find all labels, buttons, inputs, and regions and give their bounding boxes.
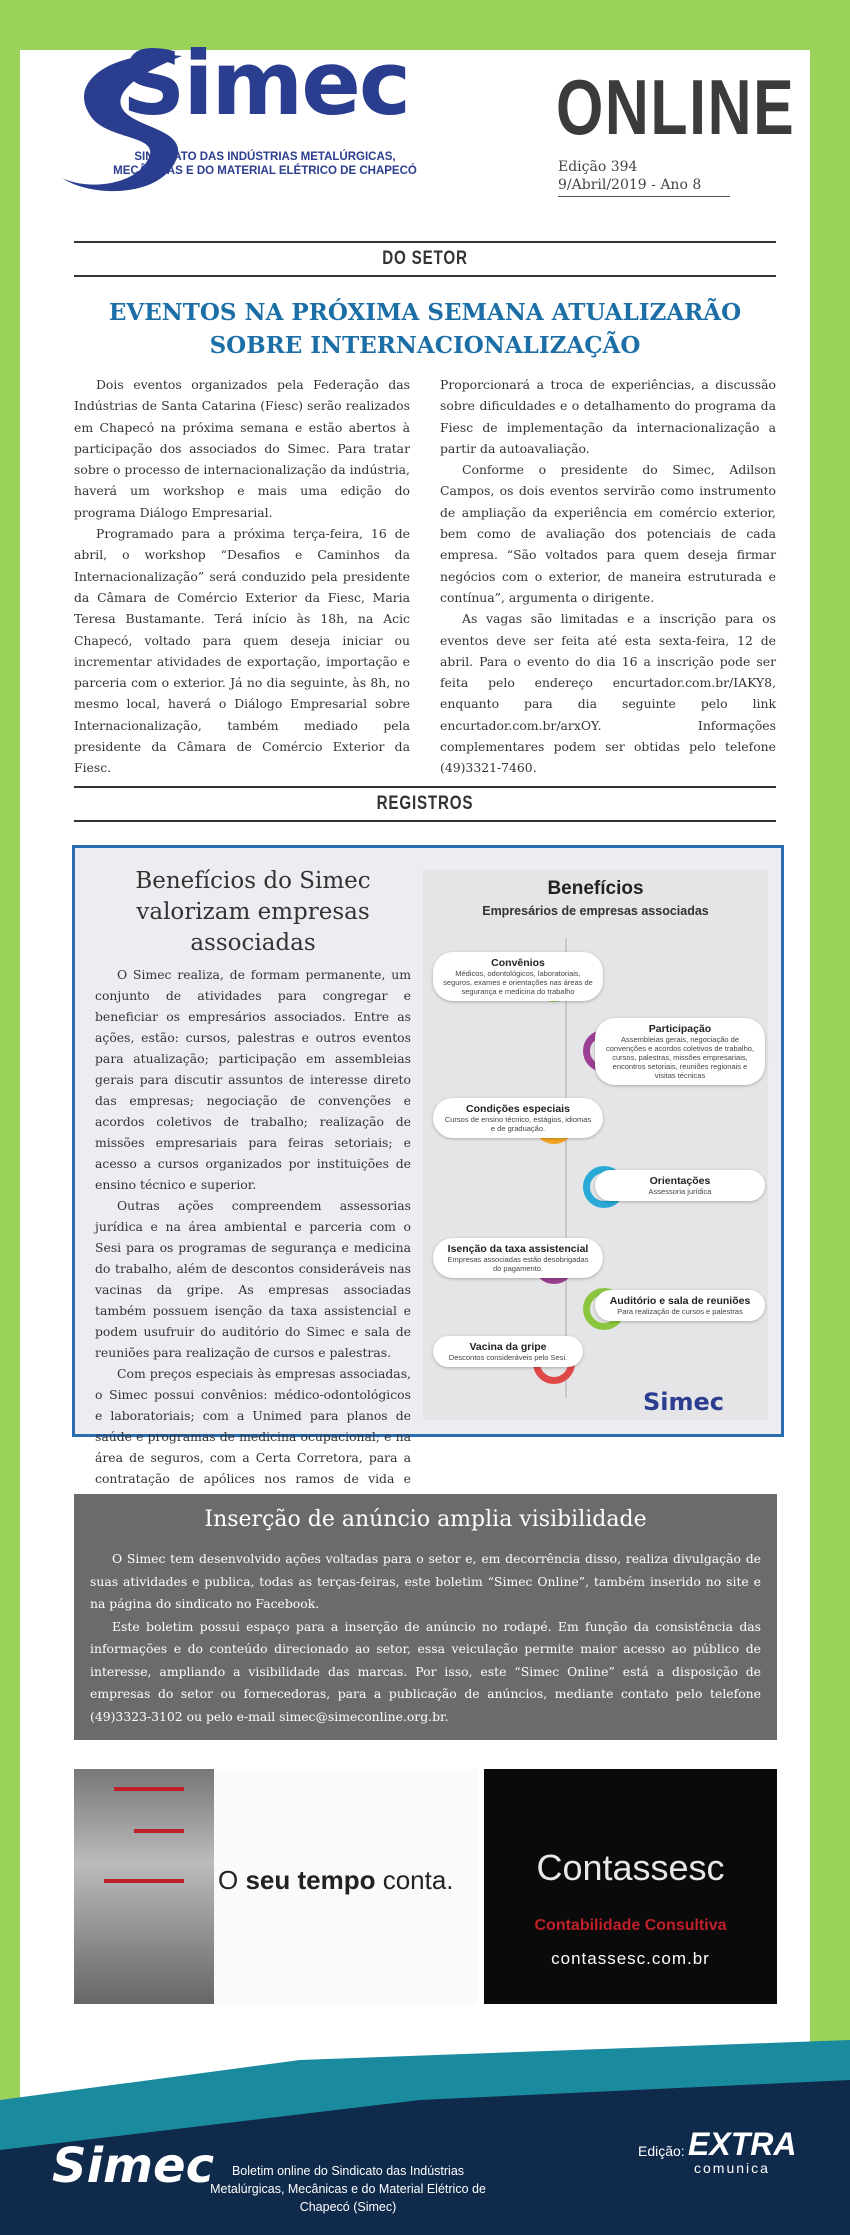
online-title: ONLINE <box>556 63 796 151</box>
section-label: REGISTROS <box>376 793 474 814</box>
registros-paragraph: Com preços especiais às empresas associadas, o Simec possui convênios: médico-odontológicos e laboratoriais; com a Unimed para planos de saúde e programas de medicina ocupacional; e na área de seguros, com a Certa Corretora, para a contratação de apólices nos ramos de vida e <box>95 1366 411 1486</box>
footer-logo: Simec <box>52 2138 215 2194</box>
benefit-auditorio <box>595 1290 765 1321</box>
insercao-title: Inserção de anúncio amplia visibilidade <box>204 1507 647 1532</box>
logo-subtitle: SINDICATO DAS INDÚSTRIAS METALÚRGICAS, MECÂNICAS E DO MATERIAL ELÉTRICO DE CHAPECÓ <box>113 151 417 177</box>
insercao-box <box>74 1494 777 1740</box>
insercao-text <box>90 1548 761 1728</box>
registros-paragraph: Outras ações compreendem assessorias jurídica e na área ambiental e parceria com o Sesi para os programas de segurança e medicina do trabalho, além de descontos consideráveis nas vacinas da gripe. As empresas associadas também possuem isenção da taxa assistencial e podem usufruir do auditório do Simec e sala de reuniões para realização de cursos e palestras. <box>95 1198 411 1360</box>
section-label: DO SETOR <box>382 248 468 269</box>
insercao-paragraph: O Simec tem desenvolvido ações voltadas para o setor e, em decorrência disso, realiza divulgação de suas atividades e publica, todas as terças-feiras, este boletim “Simec Online”, também inserido no site e na página do sindicato no Facebook. <box>90 1551 761 1611</box>
infographic-title: Benefícios <box>547 878 644 899</box>
slogan-pre: O <box>218 1865 246 1895</box>
benefit-condicoes <box>433 1098 603 1138</box>
extra-logo: EXTRA <box>688 2126 797 2162</box>
ad-photo <box>74 1769 214 2004</box>
benefit-title: Auditório e sala de reuniões <box>609 1295 751 1307</box>
logo-wordmark: Simec <box>122 32 410 135</box>
benefit-title: Convênios <box>491 957 545 969</box>
section-header-registros <box>74 786 776 822</box>
benefit-orientacoes <box>595 1170 765 1201</box>
benefit-desc: Médicos, odontológicos, laboratoriais, seguros, exames e orientações nas áreas de segurança e medicina do trabalho <box>443 969 593 996</box>
ad-tagline: Contabilidade Consultiva <box>534 1917 727 1934</box>
benefit-title: Orientações <box>649 1175 711 1187</box>
infographic-spine <box>565 938 567 1398</box>
registros-title: Benefícios do Simec valorizam empresas associadas <box>135 868 371 956</box>
edition-date: 9/Abril/2019 - Ano 8 <box>558 177 702 193</box>
edition-info <box>558 158 701 194</box>
insercao-paragraph: Este boletim possui espaço para a inserção de anúncio no rodapé. Em função da consistência das informações e do conteúdo direcionado ao setor, essa veiculação permite maior acesso ao público de interesse, ampliando a visibilidade das marcas. Por isso, este “Simec Online” está a disposição de empresas do setor ou fornecedoras, para a publicação de anúncios, mediante contato pelo telefone (49)3323-3102 ou pelo e-mail simec@simeconline.org.br. <box>90 1618 761 1724</box>
ad-url[interactable]: contassesc.com.br <box>551 1949 710 1968</box>
benefit-desc: Cursos de ensino técnico, estágios, idiomas e de graduação. <box>444 1115 592 1133</box>
benefit-desc: Para realização de cursos e palestras <box>617 1307 743 1316</box>
article-column-right <box>440 374 776 779</box>
registros-text <box>95 964 411 1510</box>
article-paragraph: As vagas são limitadas e a inscrição para os eventos deve ser feita até esta sexta-feira, 12 de abril. Para o evento do dia 16 a inscrição pode ser feita pelo endereço encurtador.com.br/IAKY8, enquanto para dia seguinte pelo link encurtador.com.br/arxOY. Informações complementares podem ser obtidas pelo telefone (49)3321-7460. <box>440 611 776 776</box>
article-headline: EVENTOS NA PRÓXIMA SEMANA ATUALIZARÃO SOBRE INTERNACIONALIZAÇÃO <box>108 299 742 359</box>
slogan-bold: seu tempo <box>245 1865 376 1895</box>
benefit-isencao <box>433 1238 603 1278</box>
benefit-desc: Assembleias gerais, negociação de convenções e acordos coletivos de trabalho, cursos, palestras, missões empresariais, encontros setoriais, reuniões regionais e visitas técnicas <box>605 1035 754 1080</box>
footer-text: Boletim online do Sindicato das Indústrias Metalúrgicas, Mecânicas e do Material Elétrico de Chapecó (Simec) <box>210 2164 486 2214</box>
ad-slogan <box>218 1865 454 1896</box>
benefit-title: Vacina da gripe <box>469 1341 547 1353</box>
extra-logo-sub: comunica <box>694 2160 770 2176</box>
article-paragraph: Dois eventos organizados pela Federação das Indústrias de Santa Catarina (Fiesc) serão realizados em Chapecó na próxima semana e estão abertos à participação dos associados do Simec. Para tratar sobre o processo de internacionalização da indústria, haverá um workshop e mais uma edição do programa Diálogo Empresarial. <box>74 377 410 520</box>
benefit-title: Isenção da taxa assistencial <box>447 1243 589 1255</box>
registros-box <box>72 845 784 1486</box>
footer-edicao-label: Edição: <box>638 2143 685 2159</box>
ad-red-stripe <box>114 1787 184 1791</box>
edition-number: Edição 394 <box>558 159 638 175</box>
article-paragraph: Proporcionará a troca de experiências, a discussão sobre dificuldades e o detalhamento do programa da Fiesc de implementação da internacionalização a partir da autoavaliação. <box>440 377 776 456</box>
infographic-subtitle: Empresários de empresas associadas <box>482 904 709 918</box>
benefit-convenios <box>433 952 603 1001</box>
benefit-title: Condições especiais <box>466 1103 570 1115</box>
ad-brand: Contassesc <box>536 1847 725 1888</box>
benefits-infographic <box>423 870 768 1420</box>
slogan-post: conta. <box>375 1865 454 1895</box>
article-column-left <box>74 374 410 779</box>
article-paragraph: Programado para a próxima terça-feira, 16 de abril, o workshop “Desafios e Caminhos da Internacionalização” será conduzido pela presidente da Câmara de Comércio Exterior da Fiesc, Maria Teresa Bustamante. Terá início às 18h, na Acic Chapecó, voltado para quem deseja iniciar ou incrementar atividades de exportação, importação e parceria com o exterior. Já no dia seguinte, às 8h, no mesmo local, haverá o Diálogo Empresarial sobre Internacionalização, também mediado pela presidente da Câmara de Comércio Exterior da Fiesc. <box>74 526 410 776</box>
edition-rule <box>558 196 730 197</box>
ad-red-stripe <box>104 1879 184 1883</box>
infographic-logo: Simec <box>643 1388 725 1416</box>
benefit-title: Participação <box>648 1023 712 1035</box>
section-header-do-setor <box>74 241 776 277</box>
benefit-vacina <box>433 1336 583 1367</box>
article-paragraph: Conforme o presidente do Simec, Adilson Campos, os dois eventos servirão como instrumento de ampliação da experiência em comércio exterior, bem como de avaliação dos potenciais de cada empresa. “São voltados para quem deseja firmar negócios com o exterior, de maneira estruturada e contínua”, argumenta o dirigente. <box>440 462 776 605</box>
ad-red-stripe <box>134 1829 184 1833</box>
ad-seu-tempo[interactable] <box>74 1769 478 2004</box>
benefit-participacao <box>595 1018 765 1085</box>
benefit-desc: Descontos consideráveis pelo Sesi. <box>448 1353 568 1362</box>
ad-contassesc[interactable] <box>484 1769 777 2004</box>
benefit-desc: Empresas associadas estão desobrigadas do pagamento. <box>447 1255 589 1273</box>
benefit-desc: Assessoria jurídica <box>648 1187 712 1196</box>
registros-paragraph: O Simec realiza, de formam permanente, um conjunto de atividades para congregar e beneficiar os empresários associados. Entre as ações, estão: cursos, palestras e outros eventos para atualização; participação em assembleias gerais para discutir assuntos de interesse direto das empresas; negociação de convenções e acordos coletivos de trabalho; realização de missões empresariais para feiras setoriais; e acesso a cursos organizados por instituições de ensino técnico e superior. <box>95 967 411 1192</box>
